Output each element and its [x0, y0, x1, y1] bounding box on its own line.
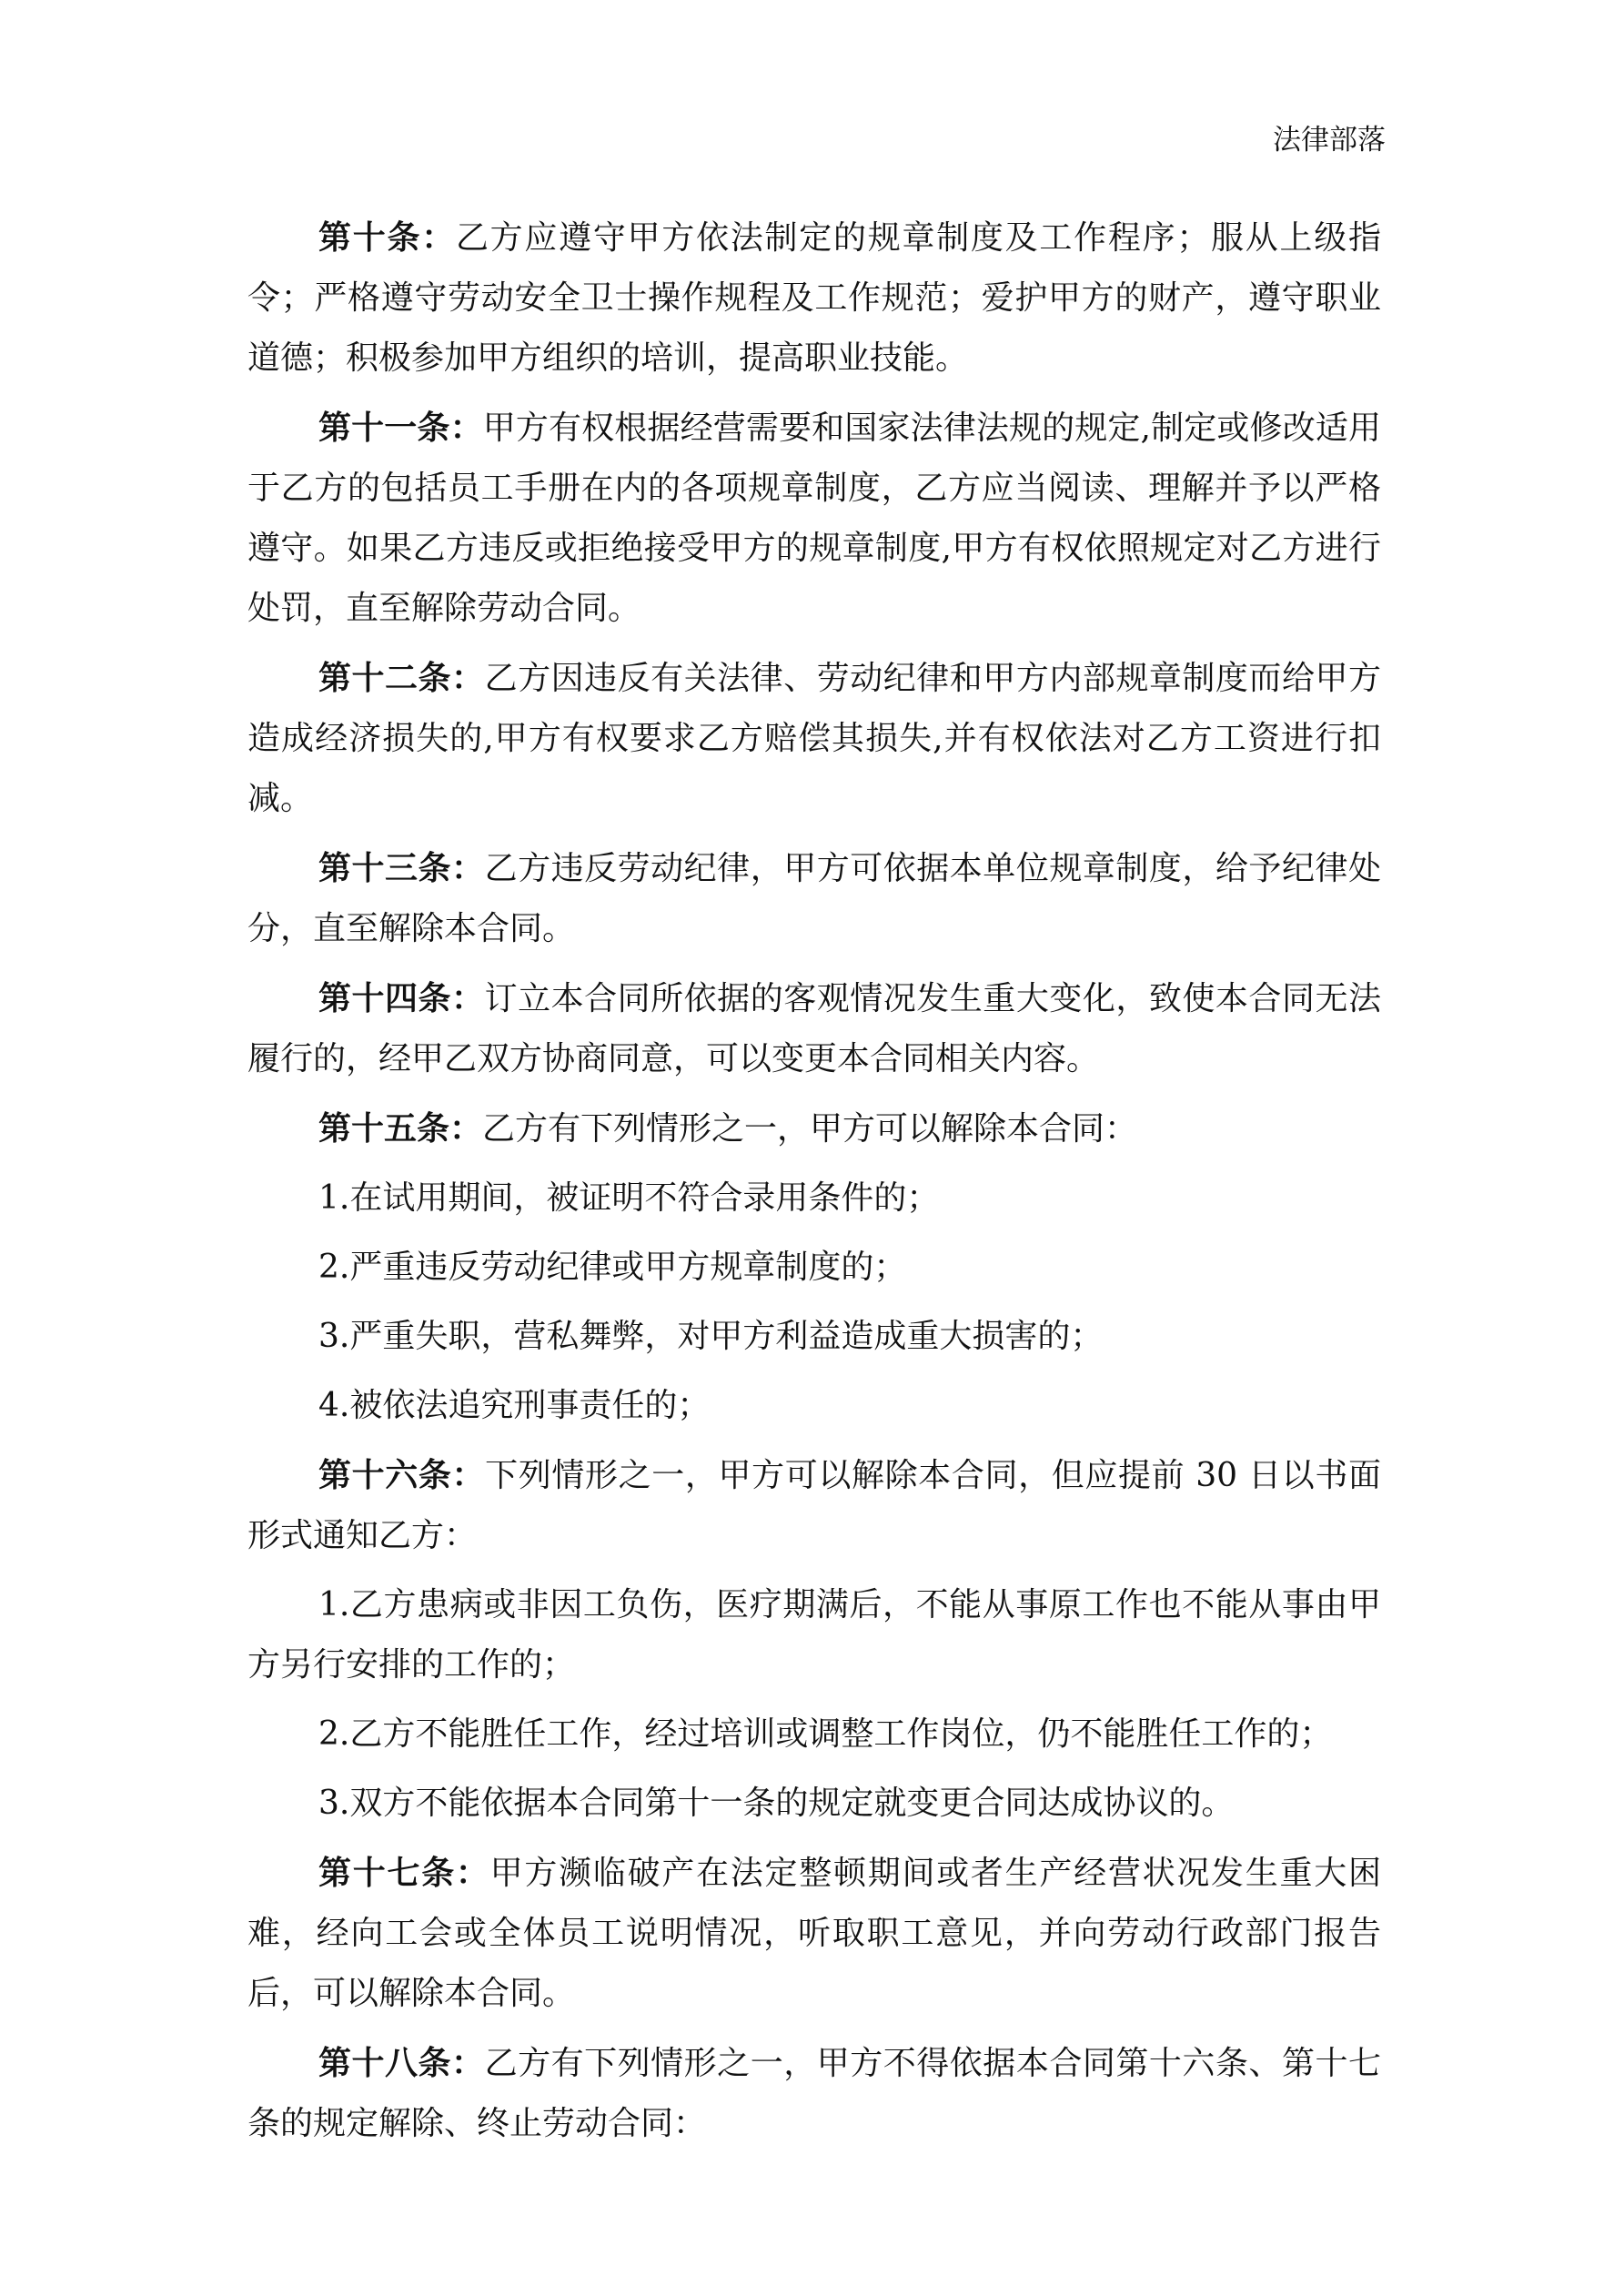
article-text: 乙方因违反有关法律、劳动纪律和甲方内部规章制度而给甲方造成经济损失的,甲方有权要求乙方赔偿其损失,并有权依法对乙方工资进行扣减。 [247, 660, 1381, 817]
article-text: 乙方应遵守甲方依法制定的规章制度及工作程序；服从上级指令；严格遵守劳动安全卫士操作规程及工作规范；爱护甲方的财产，遵守职业道德；积极参加甲方组织的培训，提高职业技能。 [247, 219, 1381, 377]
article-text: 甲方濒临破产在法定整顿期间或者生产经营状况发生重大困难，经向工会或全体员工说明情况，听取职工意见，并向劳动行政部门报告后，可以解除本合同。 [247, 1855, 1381, 2012]
clause-11 [247, 398, 1381, 639]
article-number: 第十一条： [318, 409, 483, 447]
article-text: 乙方违反劳动纪律，甲方可依据本单位规章制度，给予纪律处分，直至解除本合同。 [247, 850, 1381, 947]
article-number: 第十四条： [318, 979, 485, 1017]
article-number: 第十八条： [318, 2044, 485, 2082]
clause-13 [247, 838, 1381, 959]
list-item: 1.乙方患病或非因工负伤，医疗期满后，不能从事原工作也不能从事由甲方另行安排的工作的； [247, 1586, 1381, 1684]
article-text: 下列情形之一，甲方可以解除本合同，但应提前 30 日以书面形式通知乙方： [247, 1457, 1381, 1554]
article-number: 第十七条： [318, 1854, 490, 1892]
clause-14 [247, 968, 1381, 1089]
article-number: 第十六条： [318, 1456, 486, 1494]
document-body [247, 207, 1381, 2163]
clause-12 [247, 648, 1381, 829]
article-text: 订立本合同所依据的客观情况发生重大变化，致使本合同无法履行的，经甲乙双方协商同意，可以变更本合同相关内容。 [247, 980, 1381, 1077]
clause-15 [247, 1098, 1381, 1159]
clause-18 [247, 2033, 1381, 2154]
clause-16 [247, 1445, 1381, 1566]
article-number: 第十条： [318, 218, 456, 257]
list-item: 3.严重失职，营私舞弊，对甲方利益造成重大损害的； [318, 1318, 1104, 1355]
article-number: 第十三条： [318, 849, 485, 887]
article-text: 乙方有下列情形之一，甲方不得依据本合同第十六条、第十七条的规定解除、终止劳动合同： [247, 2045, 1381, 2142]
article-number: 第十五条： [318, 1109, 483, 1148]
clause-10 [247, 207, 1381, 389]
list-item: 3.双方不能依据本合同第十一条的规定就变更合同达成协议的。 [318, 1785, 1235, 1822]
list-item: 2.严重违反劳动纪律或甲方规章制度的； [318, 1249, 907, 1286]
clause-17 [247, 1843, 1381, 2024]
article-text: 甲方有权根据经营需要和国家法律法规的规定,制定或修改适用于乙方的包括员工手册在内的各项规章制度，乙方应当阅读、理解并予以严格遵守。如果乙方违反或拒绝接受甲方的规章制度,甲方有权依照规定对乙方进行处罚，直至解除劳动合同。 [247, 410, 1381, 627]
article-text: 乙方有下列情形之一，甲方可以解除本合同： [482, 1110, 1138, 1148]
list-item: 2.乙方不能胜任工作，经过培训或调整工作岗位，仍不能胜任工作的； [318, 1715, 1333, 1753]
list-item: 1.在试用期间，被证明不符合录用条件的； [318, 1179, 940, 1217]
list-item: 4.被依法追究刑事责任的； [318, 1387, 711, 1424]
article-number: 第十二条： [318, 659, 485, 697]
header-brand: 法律部落 [1273, 124, 1386, 157]
